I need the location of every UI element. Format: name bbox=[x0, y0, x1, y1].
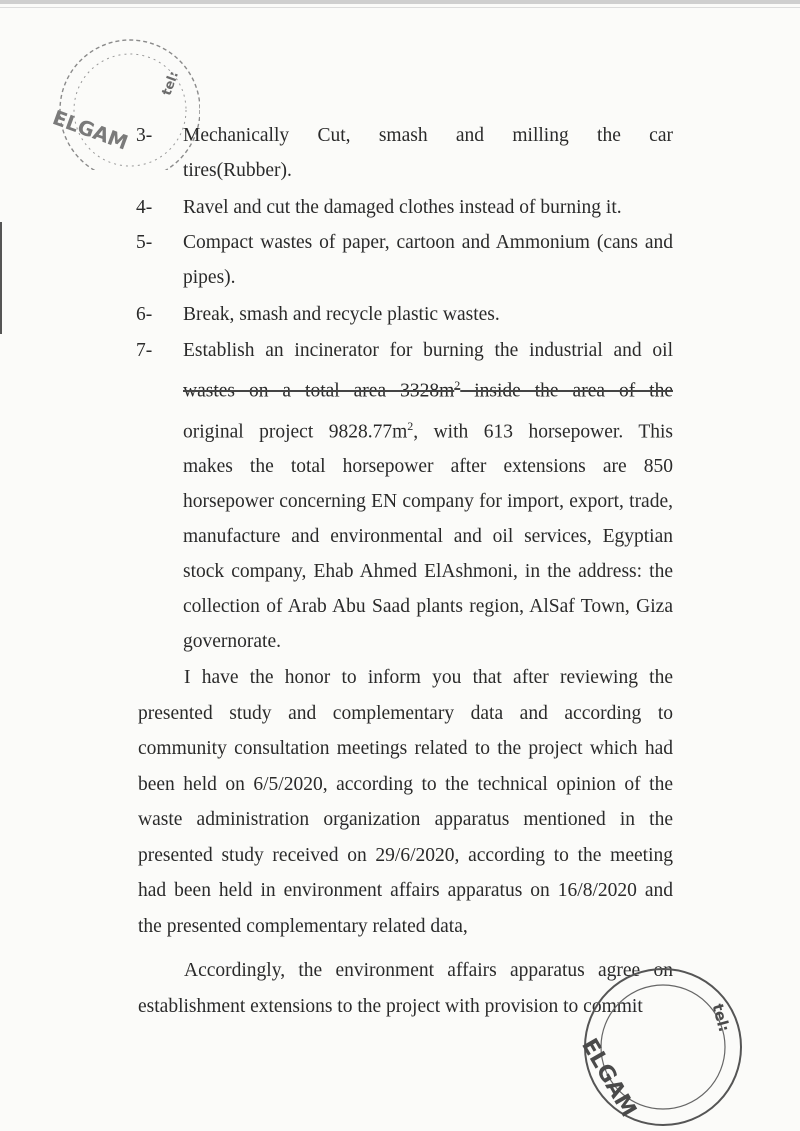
list-text-line3: original project $9828.77m^2$, with 613 horsepower. This bbox=[183, 418, 673, 442]
stamp-bottom bbox=[565, 955, 745, 1131]
list-text: Ravel and cut the damaged clothes instead of burning it. bbox=[183, 197, 622, 218]
paragraph-text: Accordingly, the environment affairs apparatus agree on establishment extensions to the project with provision to commit bbox=[138, 960, 673, 1017]
list-number: 5- bbox=[136, 232, 153, 253]
list-number: 4- bbox=[136, 197, 153, 218]
scan-edge-left bbox=[0, 222, 2, 334]
body-paragraph-1 bbox=[138, 660, 673, 944]
list-text: Break, smash and recycle plastic wastes. bbox=[183, 304, 500, 325]
list-number: 3- bbox=[136, 125, 153, 146]
list-text-line1: Establish an incinerator for burning the industrial and oil bbox=[183, 340, 673, 361]
list-text-line1: Mechanically Cut, smash and milling the car bbox=[183, 125, 673, 146]
list-text: Compact wastes of paper, cartoon and Ammonium (cans and pipes). bbox=[183, 232, 673, 288]
list-text bbox=[183, 118, 673, 181]
stamp-top-tel: tel: bbox=[159, 69, 183, 98]
stamp-bottom-letters: ELGAM bbox=[576, 1034, 641, 1122]
paragraph-text: I have the honor to inform you that after reviewing the presented study and complementary data and according to community consultation meetings related to the project which had been held on 6/5/2020, according to the technical opinion of the waste administration organization apparatus mentioned in the presented study received on 29/6/2020, according to the meeting had been held in environment affairs apparatus on 16/8/2020 and the presented complementary related data, bbox=[138, 667, 673, 937]
list-text-line2: tires(Rubber). bbox=[183, 160, 292, 181]
list-text-line2: wastes on a total area $3328m^2$ inside the area of the bbox=[183, 378, 673, 402]
list-text-rest: makes the total horsepower after extensions are 850 horsepower concerning EN company for import, export, trade, manufacture and environmental and oil services, Egyptian stock company, Ehab Ahmed ElAshmoni, in the address: the collection of Arab Abu Saad plants region, AlSaf Town, Giza governorate. bbox=[183, 456, 673, 652]
list-number: 7- bbox=[136, 340, 153, 361]
stamp-bottom-tel: tel: bbox=[708, 1001, 734, 1034]
list-text bbox=[183, 333, 673, 659]
stamp-top-letters: ELGAM bbox=[49, 105, 132, 155]
list-number: 6- bbox=[136, 304, 153, 325]
scan-edge-line bbox=[0, 7, 800, 8]
scan-edge-top bbox=[0, 0, 800, 4]
